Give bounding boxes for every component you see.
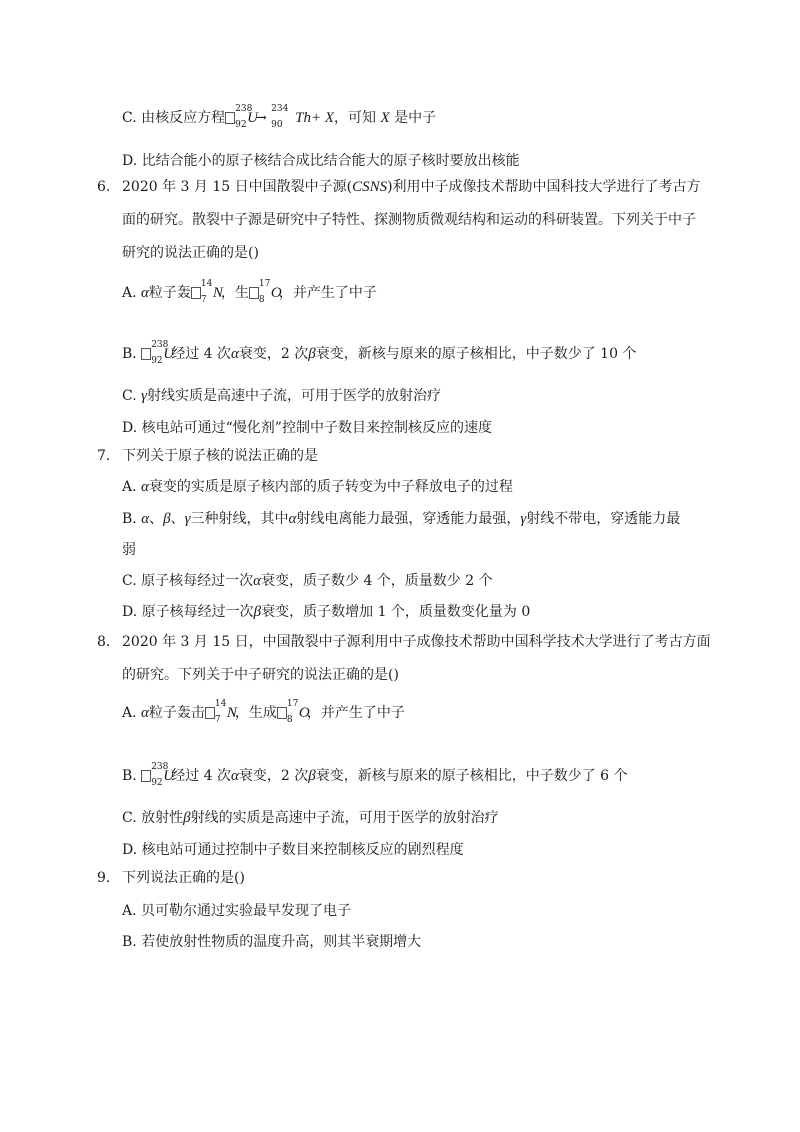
q7-option-b: B. α、β、γ三种射线，其中α射线电离能力最强，穿透能力最强，γ射线不带电，穿透能力最 (122, 511, 681, 527)
question-number-8: 8. (97, 634, 111, 650)
q6-stem-line3: 研究的说法正确的是() (122, 245, 259, 261)
q9-stem: 下列说法正确的是() (122, 870, 245, 886)
nuclide-u238: 238 92 U (141, 766, 171, 786)
missing-glyph-box (277, 707, 287, 719)
q6-stem-line1: 2020 年 3 月 15 日中国散裂中子源(CSNS)利用中子成像技术帮助中国科技大学进行了考古方 (122, 179, 701, 195)
reaction-arrow: → 234 90 (255, 104, 289, 130)
nuclide-n14: 14 7 N (205, 703, 235, 723)
nuclide-u238: 238 92 U (141, 344, 171, 364)
missing-glyph-box (141, 770, 151, 782)
missing-glyph-box (225, 112, 235, 124)
q7-stem: 下列关于原子核的说法正确的是 (122, 448, 318, 464)
q9-option-a: A. 贝可勒尔通过实验最早发现了电子 (122, 903, 352, 919)
missing-glyph-box (249, 287, 259, 299)
q9-option-b: B. 若使放射性物质的温度升高，则其半衰期增大 (122, 934, 422, 950)
question-number-9: 9. (97, 870, 111, 886)
q8-option-c: C. 放射性β射线的实质是高速中子流，可用于医学的放射治疗 (122, 810, 499, 826)
q7-option-c: C. 原子核每经过一次α衰变，质子数少 4 个，质量数少 2 个 (122, 573, 493, 589)
q6-option-b: B. 238 92 U 经过 4 次α衰变，2 次β衰变，新核与原来的原子核相比，中子数少了 10 个 (122, 340, 637, 366)
missing-glyph-box (141, 348, 151, 360)
nuclide-u238: 238 92 U (225, 108, 255, 128)
nuclide-n14: 14 7 N (191, 283, 221, 303)
q8-option-b: B. 238 92 U 经过 4 次α衰变，2 次β衰变，新核与原来的原子核相比，中子数少了 6 个 (122, 762, 628, 788)
question-number-7: 7. (97, 448, 111, 464)
q8-stem-line1: 2020 年 3 月 15 日，中国散裂中子源利用中子成像技术帮助中国科学技术大学进行了考古方面 (122, 634, 711, 650)
q6-option-c: C. γ射线实质是高速中子流，可用于医学的放射治疗 (122, 388, 442, 404)
missing-glyph-box (191, 287, 201, 299)
q6-stem-line2: 面的研究。散裂中子源是研究中子特性、探测物质微观结构和运动的科研装置。下列关于中子 (122, 212, 696, 228)
nuclide-o17: 17 8 O (249, 283, 279, 303)
q8-option-d: D. 核电站可通过控制中子数目来控制核反应的剧烈程度 (122, 842, 464, 858)
q6-option-a: A. α粒子轰 14 7 N ，生 17 8 O ，并产生了中子 (122, 279, 377, 305)
missing-glyph-box (205, 707, 215, 719)
q5-option-d: D. 比结合能小的原子核结合成比结合能大的原子核时要放出核能 (122, 153, 520, 169)
nuclide-o17: 17 8 O (277, 703, 307, 723)
q6-option-d: D. 核电站可通过“慢化剂”控制中子数目来控制核反应的速度 (122, 420, 492, 436)
question-number-6: 6. (97, 179, 111, 195)
q7-option-a: A. α衰变的实质是原子核内部的质子转变为中子释放电子的过程 (122, 479, 513, 495)
q5-option-c: C. 由核反应方程 238 92 U → 234 90 Th+ X，可知 X 是中子 (122, 104, 437, 130)
q7-option-b-line2: 弱 (122, 542, 136, 558)
q8-option-a: A. α粒子轰击 14 7 N ，生成 17 8 O ，并产生了中子 (122, 699, 405, 725)
q7-option-d: D. 原子核每经过一次β衰变，质子数增加 1 个，质量数变化量为 0 (122, 604, 531, 620)
q8-stem-line2: 的研究。下列关于中子研究的说法正确的是() (122, 667, 399, 683)
